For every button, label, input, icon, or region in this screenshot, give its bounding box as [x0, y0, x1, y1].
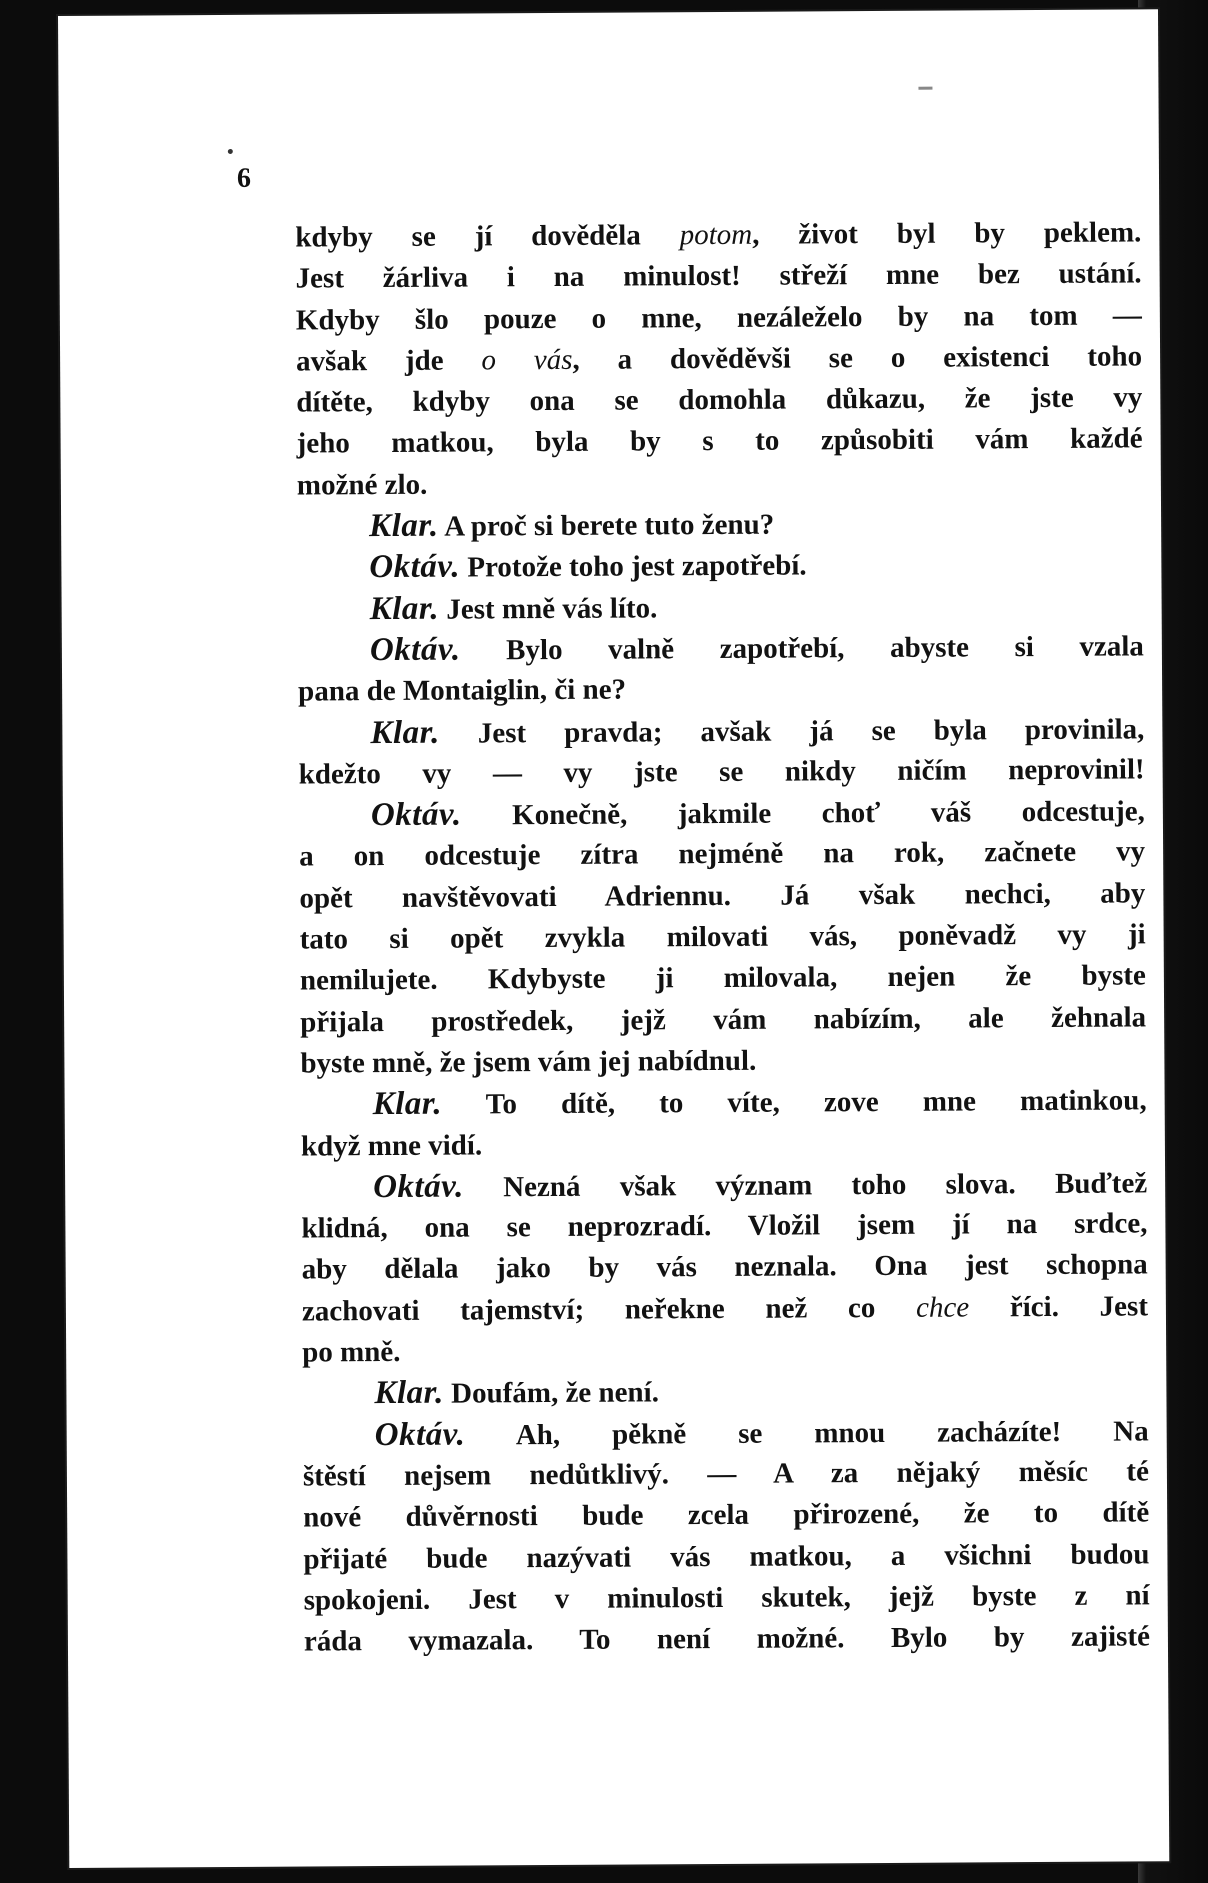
- page-number: 6: [236, 162, 252, 194]
- dialogue-line: [297, 501, 1143, 547]
- text-segment: To dítě, to víte, zove mne matinkou,: [442, 1084, 1147, 1121]
- text-line: [299, 873, 1145, 919]
- text-segment: avšak jde: [296, 344, 482, 378]
- text-segment: Doufám, že není.: [443, 1376, 660, 1410]
- text-line: [296, 295, 1142, 341]
- text-segment: Kdyby šlo pouze o mne, nezáleželo by na tom —: [295, 298, 1142, 337]
- emphasis-text: potom: [679, 218, 753, 252]
- text-segment: pana de Montaiglin, či ne?: [298, 673, 627, 708]
- text-line: [299, 832, 1145, 878]
- text-segment: a on odcestuje zítra nejméně na rok, začnete vy: [299, 835, 1146, 873]
- text-segment: , a dověděvši se o existenci toho: [572, 340, 1143, 376]
- text-segment: spokojeni. Jest v minulosti skutek, jejž byste z ní: [303, 1579, 1150, 1617]
- text-segment: aby dělala jako by vás neznala. Ona jest schopna: [301, 1248, 1148, 1286]
- text-segment: když mne vidí.: [300, 1128, 483, 1163]
- text-line: [303, 1493, 1149, 1539]
- text-segment: říci. Jest: [969, 1290, 1149, 1324]
- speaker-name: Klar.: [372, 1085, 443, 1123]
- emphasis-text: chce: [915, 1291, 970, 1324]
- text-segment: dítěte, kdyby ona se domohla důkazu, že jste vy: [296, 381, 1143, 419]
- text-segment: ráda vymazala. To není možné. Bylo by zajisté: [303, 1620, 1151, 1658]
- text-segment: Nezná však význam toho slova. Buďtež: [463, 1167, 1148, 1204]
- speaker-name: Klar.: [369, 507, 439, 545]
- text-line: [297, 460, 1143, 506]
- dialogue-line: [302, 1369, 1148, 1415]
- text-segment: Ah, pěkně se mnou zacházíte! Na: [465, 1414, 1149, 1452]
- text-segment: A proč si berete tuto ženu?: [438, 508, 775, 543]
- text-segment: Bylo valně zapotřebí, abyste si vzala: [460, 630, 1144, 667]
- text-segment: po mně.: [302, 1335, 401, 1369]
- scan-speck: [918, 87, 932, 90]
- text-segment: klidná, ona se neprozradí. Vložil jsem jí na srdce,: [301, 1207, 1148, 1245]
- text-line: [301, 1203, 1147, 1249]
- text-line: [296, 336, 1142, 382]
- speaker-name: Oktáv.: [369, 548, 461, 586]
- text-line: [296, 419, 1142, 465]
- dialogue-line: [299, 791, 1145, 837]
- text-segment: nemilujete. Kdybyste ji milovala, nejen že byste: [299, 959, 1146, 997]
- speaker-name: Oktáv.: [370, 796, 462, 834]
- text-line: [299, 749, 1145, 795]
- dialogue-line: [301, 1080, 1147, 1126]
- speaker-name: Oktáv.: [369, 631, 461, 669]
- book-page: [58, 9, 1169, 1868]
- text-segment: , život byl by peklem.: [752, 216, 1142, 251]
- text-line: [295, 212, 1141, 258]
- dialogue-line: [297, 543, 1143, 589]
- text-segment: možné zlo.: [296, 468, 428, 502]
- text-segment: jeho matkou, byla by s to způsobiti vám každé: [296, 422, 1143, 461]
- text-line: [304, 1616, 1150, 1662]
- text-line: [300, 1038, 1146, 1084]
- text-segment: kdežto vy — vy jste se nikdy ničím neprovinil!: [298, 753, 1145, 791]
- text-segment: přijala prostředek, jejž vám nabízím, ale žehnala: [300, 1001, 1147, 1039]
- dialogue-line: [298, 584, 1144, 630]
- text-segment: štěstí nejsem nedůtklivý. — A za nějaký měsíc té: [302, 1455, 1150, 1493]
- text-line: [303, 1534, 1149, 1580]
- text-line: [301, 1121, 1147, 1167]
- speaker-name: Klar.: [374, 1374, 444, 1412]
- speaker-name: Klar.: [369, 590, 440, 627]
- text-segment: nové důvěrnosti bude zcela přirozené, že to dítě: [303, 1496, 1150, 1534]
- dialogue-line: [303, 1410, 1149, 1456]
- text-line: [300, 956, 1146, 1002]
- text-line: [302, 1327, 1148, 1373]
- text-segment: byste mně, že jsem vám jej nabídnul.: [300, 1044, 757, 1080]
- text-line: [296, 378, 1142, 424]
- text-line: [298, 667, 1144, 713]
- text-line: [300, 914, 1146, 960]
- text-segment: Jest pravda; avšak já se byla provinila,: [439, 712, 1145, 750]
- text-segment: Konečně, jakmile choť váš odcestuje,: [461, 795, 1145, 832]
- speaker-name: Oktáv.: [374, 1416, 466, 1453]
- text-segment: kdyby se jí dověděla: [295, 219, 680, 254]
- text-segment: přijaté bude nazývati vás matkou, a všichni budou: [303, 1537, 1150, 1576]
- dialogue-line: [301, 1162, 1147, 1208]
- text-segment: Jest žárliva i na minulost! střeží mne bez ustání.: [295, 257, 1142, 295]
- dialogue-line: [298, 625, 1144, 671]
- text-line: [300, 997, 1146, 1043]
- emphasis-text: o vás: [481, 343, 573, 377]
- text-line: [303, 1451, 1149, 1497]
- text-line: [302, 1245, 1148, 1291]
- text-segment: Protože toho jest zapotřebí.: [459, 549, 807, 584]
- page-text: [295, 212, 1150, 1663]
- text-segment: opět navštěvovati Adriennu. Já však nechci, aby: [299, 877, 1146, 915]
- text-segment: zachovati tajemství; neřekne než co: [301, 1291, 917, 1328]
- speaker-name: Oktáv.: [373, 1168, 464, 1205]
- text-segment: Jest mně vás líto.: [438, 592, 658, 626]
- text-line: [295, 254, 1141, 300]
- speaker-name: Klar.: [370, 714, 440, 751]
- text-segment: tato si opět zvykla milovati vás, poněvadž vy ji: [299, 918, 1146, 956]
- text-line: [302, 1286, 1148, 1332]
- text-line: [304, 1575, 1150, 1621]
- dialogue-line: [298, 708, 1144, 754]
